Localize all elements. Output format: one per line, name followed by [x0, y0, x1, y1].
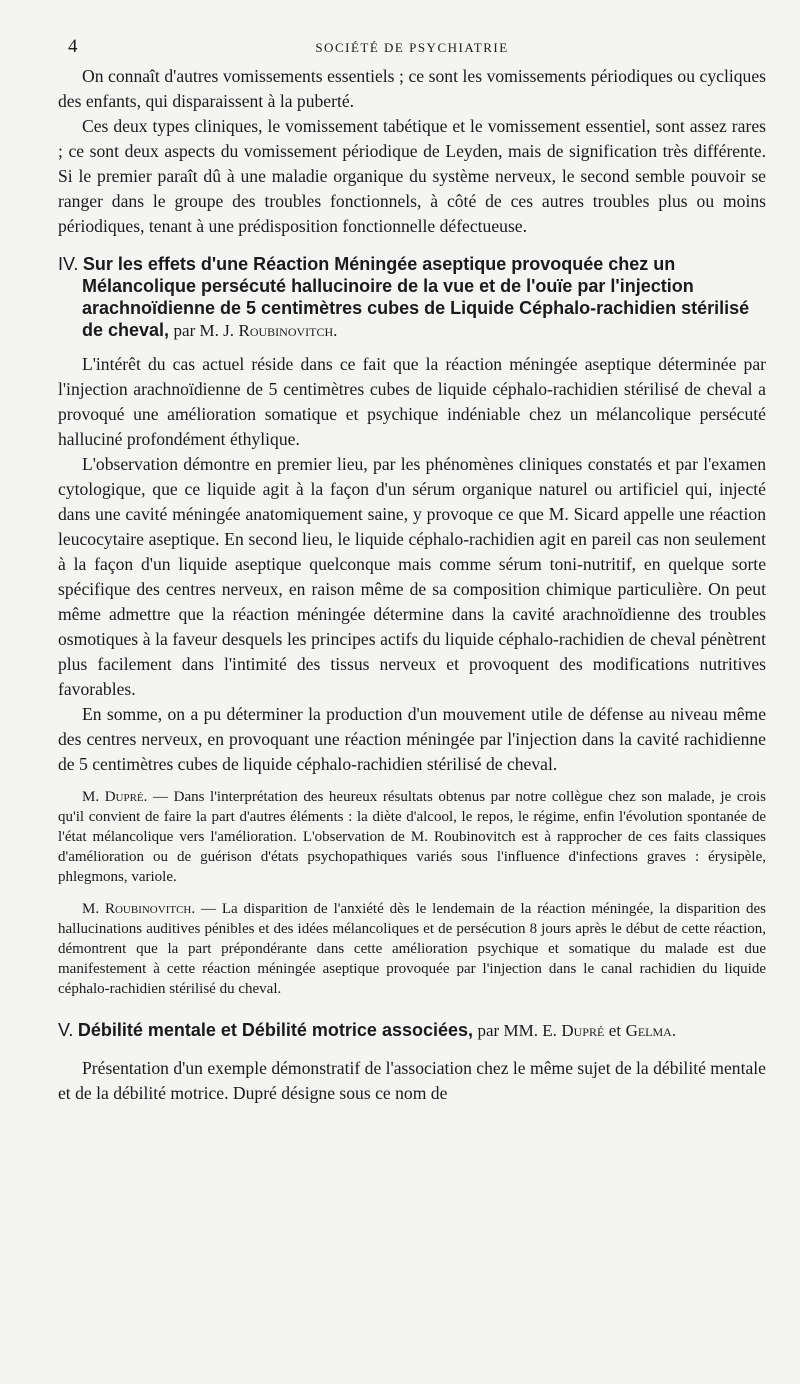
discussion-entry	[58, 787, 766, 887]
author-joiner: et	[608, 1021, 622, 1040]
author-prefix: par M. J.	[173, 321, 234, 340]
section-title: Sur les effets d'une Réaction Méningée aseptique provoquée chez un Mélancolique persécuté hallucinoire de la vue et de l'ouïe par l'injection arachnoïdienne de 5 centimètres cubes de Liquide Céphalo-rachidien stérilisé de cheval,	[82, 254, 750, 340]
discussion-text: — Dans l'interprétation des heureux résultats obtenus par notre collègue chez son malade, je crois qu'il convient de faire la part d'autres éléments : la diète d'alcool, le repos, le régime, enfin l'évolution spontanée de l'état mélancolique vers l'amélioration. L'observation de M. Roubinovitch est à rapprocher de ces faits classiques d'amélioration ou de guérison d'états psychopathiques variés sous l'influence d'infections graves : érysipèle, phlegmons, variole.	[58, 789, 767, 885]
discussion	[58, 787, 766, 999]
section-heading-v	[58, 1019, 766, 1042]
section-number: IV.	[58, 254, 79, 274]
speaker-name: Roubinovitch.	[104, 901, 196, 917]
paragraph: En somme, on a pu déterminer la production d'un mouvement utile de défense au niveau même des centres nerveux, en provoquant une réaction méningée par l'injection dans la cavité rachidienne de 5 centimètres cubes de liquide céphalo-rachidien stérilisé de cheval.	[58, 704, 766, 774]
author-name: Gelma.	[625, 1021, 677, 1040]
running-header	[58, 36, 766, 64]
discussion-text: — La disparition de l'anxiété dès le lendemain de la réaction méningée, la disparition des hallucinations auditives pénibles et des idées mélancoliques et de persécution 8 jours après le début de cette réaction, démontrent que la part prépondérante dans cette amélioration psychique et somatique du malade est due manifestement à cette réaction méningée aseptique provoquée par l'injection dans le canal rachidien du liquide céphalo-rachidien stérilisé du cheval.	[58, 901, 767, 997]
paragraph: L'intérêt du cas actuel réside dans ce fait que la réaction méningée aseptique déterminée par l'injection arachnoïdienne de 5 centimètres cubes de liquide céphalo-rachidien stérilisé de cheval a provoqué une amélioration somatique et psychique indéniable chez un mélancolique persécuté halluciné profondément éthylique.	[58, 354, 766, 449]
paragraph: Ces deux types cliniques, le vomissement tabétique et le vomissement essentiel, sont assez rares ; ce sont deux aspects du vomissement périodique de Leyden, mais de signification très différente. Si le premier paraît dû à une maladie organique du système nerveux, le second semble pouvoir se ranger dans le groupe des troubles fonctionnels, à côté de ces autres troubles plus ou moins périodiques, tenant à une prédisposition fonctionnelle défectueuse.	[58, 116, 766, 236]
author-prefix: par MM. E.	[477, 1021, 557, 1040]
paragraph: L'observation démontre en premier lieu, par les phénomènes cliniques constatés et par l'examen cytologique, que ce liquide agit à la façon d'un sérum organique naturel ou artificiel qui, injecté dans une cavité méningée anatomiquement saine, y provoque ce que M. Sicard appelle une réaction leucocytaire aseptique. En second lieu, le liquide céphalo-rachidien agit en pareil cas non seulement à la façon d'un liquide aseptique quelconque mais comme sérum toni-nutritif, en quelque sorte spécifique des centres nerveux, en raison même de sa composition chimique particulière. On peut même admettre que la réaction méningée détermine dans la cavité arachnoïdienne des troubles osmotiques à la faveur desquels les principes actifs du liquide céphalo-rachidien de cheval pénètrent plus facilement dans l'intimité des tissus nerveux et provoquent des modifications nutritives favorables.	[58, 454, 766, 699]
discussion-entry	[58, 899, 766, 999]
speaker-name: Dupré.	[104, 789, 148, 805]
speaker-prefix: M.	[82, 901, 100, 917]
page-number: 4	[68, 36, 78, 57]
paragraph: On connaît d'autres vomissements essentiels ; ce sont les vomissements périodiques ou cycliques des enfants, qui disparaissent à la puberté.	[58, 66, 766, 111]
section-title: Débilité mentale et Débilité motrice associées,	[77, 1020, 474, 1040]
section-heading-iv	[58, 253, 766, 342]
section-number: V.	[58, 1020, 74, 1040]
paragraph: Présentation d'un exemple démonstratif de l'association chez le même sujet de la débilité mentale et de la débilité motrice. Dupré désigne sous ce nom de	[58, 1058, 766, 1103]
page	[58, 36, 766, 1106]
running-title: SOCIÉTÉ DE PSYCHIATRIE	[315, 40, 509, 55]
author-name: Roubinovitch.	[238, 321, 338, 340]
author-name: Dupré	[561, 1021, 605, 1040]
speaker-prefix: M.	[82, 789, 100, 805]
